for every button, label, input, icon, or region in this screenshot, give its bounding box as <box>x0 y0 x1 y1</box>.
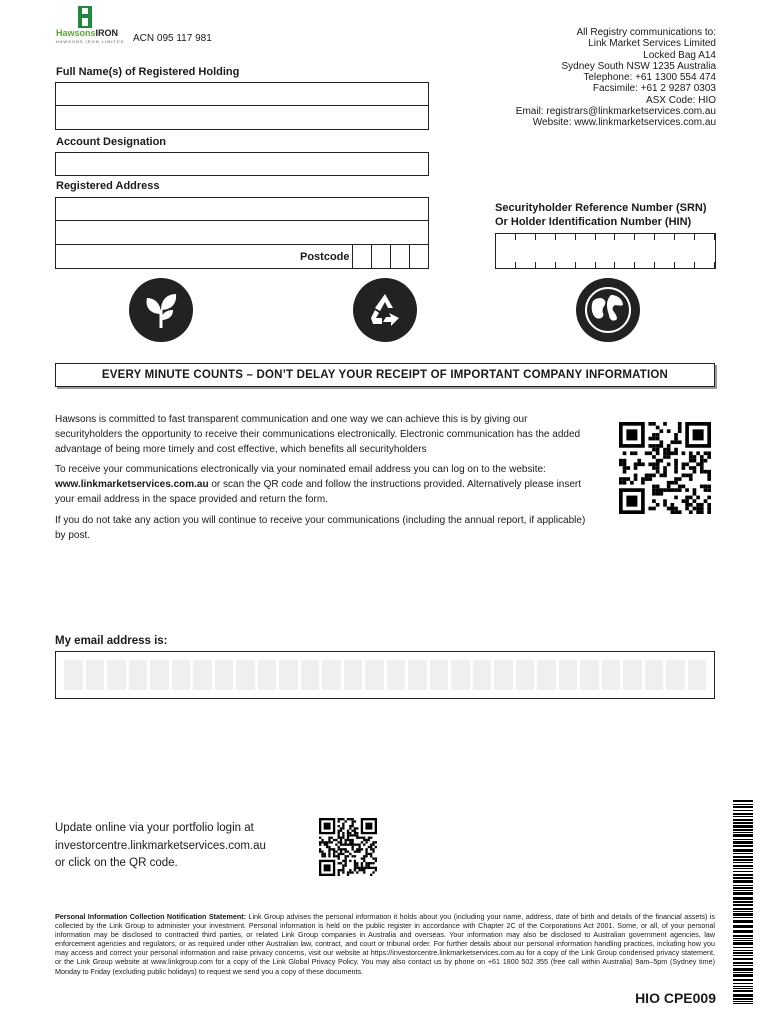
registered-address-label: Registered Address <box>56 180 160 192</box>
logo-tagline: HAWSONS IRON LIMITED <box>56 39 125 44</box>
privacy-title: Personal Information Collection Notification Statement: <box>55 912 247 921</box>
qr-code-icon[interactable] <box>617 422 713 514</box>
company-logo-icon <box>78 6 92 28</box>
account-designation-field[interactable] <box>55 152 429 176</box>
acn-number: ACN 095 117 981 <box>133 33 212 44</box>
intro-paragraph: Hawsons is committed to fast transparent communication and one way we can achieve this is by giving our securityholders the opportunity to receive their communications electronically. Electronic communication has the added advantage of being more timely and cost effective, which benefits all securityholders <box>55 414 581 455</box>
registry-line: Facsimile: +61 2 9287 0303 <box>592 83 716 95</box>
address-field-1[interactable] <box>55 197 429 221</box>
company-logo <box>56 28 118 38</box>
update-online-block <box>55 820 266 873</box>
registry-email[interactable]: Email: registrars@linkmarketservices.com.au <box>515 106 716 118</box>
website-link[interactable]: www.linkmarketservices.com.au <box>55 479 209 490</box>
instructions-text: To receive your communications electronically via your nominated email address you can log on to the website: <box>55 464 546 475</box>
registry-line: ASX Code: HIO <box>645 94 716 106</box>
recycle-icon <box>353 278 417 342</box>
email-label: My email address is: <box>55 635 168 647</box>
srn-label <box>495 201 707 229</box>
logo-iron: IRON <box>95 28 119 38</box>
srn-label-line-2: Or Holder Identification Number (HIN) <box>495 216 692 228</box>
full-name-label: Full Name(s) of Registered Holding <box>56 66 240 78</box>
instructions-paragraph <box>55 462 590 507</box>
globe-icon <box>576 278 640 342</box>
instructions-text-2: or scan the QR code and follow the instructions provided. Alternatively please insert your email address in the space provided and return the form. <box>55 479 582 505</box>
info-banner: EVERY MINUTE COUNTS – DON’T DELAY YOUR RECEIPT OF IMPORTANT COMPANY INFORMATION <box>55 363 715 387</box>
form-code: HIO CPE009 <box>635 990 716 1006</box>
update-line-3: or click on the QR code. <box>55 857 178 869</box>
email-address-field[interactable] <box>55 651 715 699</box>
portfolio-link[interactable]: investorcentre.linkmarketservices.com.au <box>55 839 266 852</box>
srn-field[interactable] <box>495 233 716 269</box>
address-field-2[interactable] <box>55 220 429 245</box>
account-designation-label: Account Designation <box>56 136 167 148</box>
postcode-field[interactable] <box>352 245 428 268</box>
full-name-field-2[interactable] <box>55 105 429 130</box>
registry-line: Sydney South NSW 1235 Australia <box>561 60 716 72</box>
registry-contact-block <box>516 27 716 129</box>
privacy-statement <box>55 912 715 976</box>
registry-website[interactable]: Website: www.linkmarketservices.com.au <box>532 117 716 129</box>
barcode-icon <box>733 800 753 1005</box>
srn-label-line-1: Securityholder Reference Number (SRN) <box>495 202 707 214</box>
portfolio-qr-code-icon[interactable] <box>318 818 378 876</box>
full-name-field-1[interactable] <box>55 82 429 106</box>
default-post-paragraph: If you do not take any action you will continue to receive your communications (including the annual report, if applicable) by post. <box>55 515 586 541</box>
registry-line: Telephone: +61 1300 554 474 <box>583 72 716 84</box>
registry-line: All Registry communications to: <box>576 27 716 38</box>
update-line-1: Update online via your portfolio login at <box>55 822 254 834</box>
privacy-text: Link Group advises the personal information it holds about you (including your name, address, date of birth and details of the financial assets) is collected by the Link Group to administer your investment. Personal information is held on the public register in accordance with Chapter 2C of the Corporations Act 2001. Some, or all, of your personal information may be disclosed to contracted third parties, or related Link Group companies in Australia and overseas. Your information may also be disclosed to Australian government agencies, law enforcement agencies and regulators, or as required under other Australian law, contract, and court or tribunal order. For further details about our personal information handling practices, including how you may access and correct your personal information and raise privacy concerns, visit our website at https://investorcentre.linkmarketservices.com.au for a copy of the Link Group condensed privacy statement, or the Link Group website at www.linkgroup.com for a copy of the Link Global Privacy Policy. You may also contact us by phone on +61 1800 502 355 (free call within Australia) 9am–5pm (Sydney time) Monday to Friday (excluding public holidays) to request we send you a copy of these documents. <box>55 912 715 976</box>
registry-line: Link Market Services Limited <box>588 38 716 50</box>
postcode-label: Postcode <box>300 251 350 263</box>
registry-line: Locked Bag A14 <box>643 49 716 61</box>
logo-brand: Hawsons <box>56 28 96 38</box>
plant-icon <box>129 278 193 342</box>
